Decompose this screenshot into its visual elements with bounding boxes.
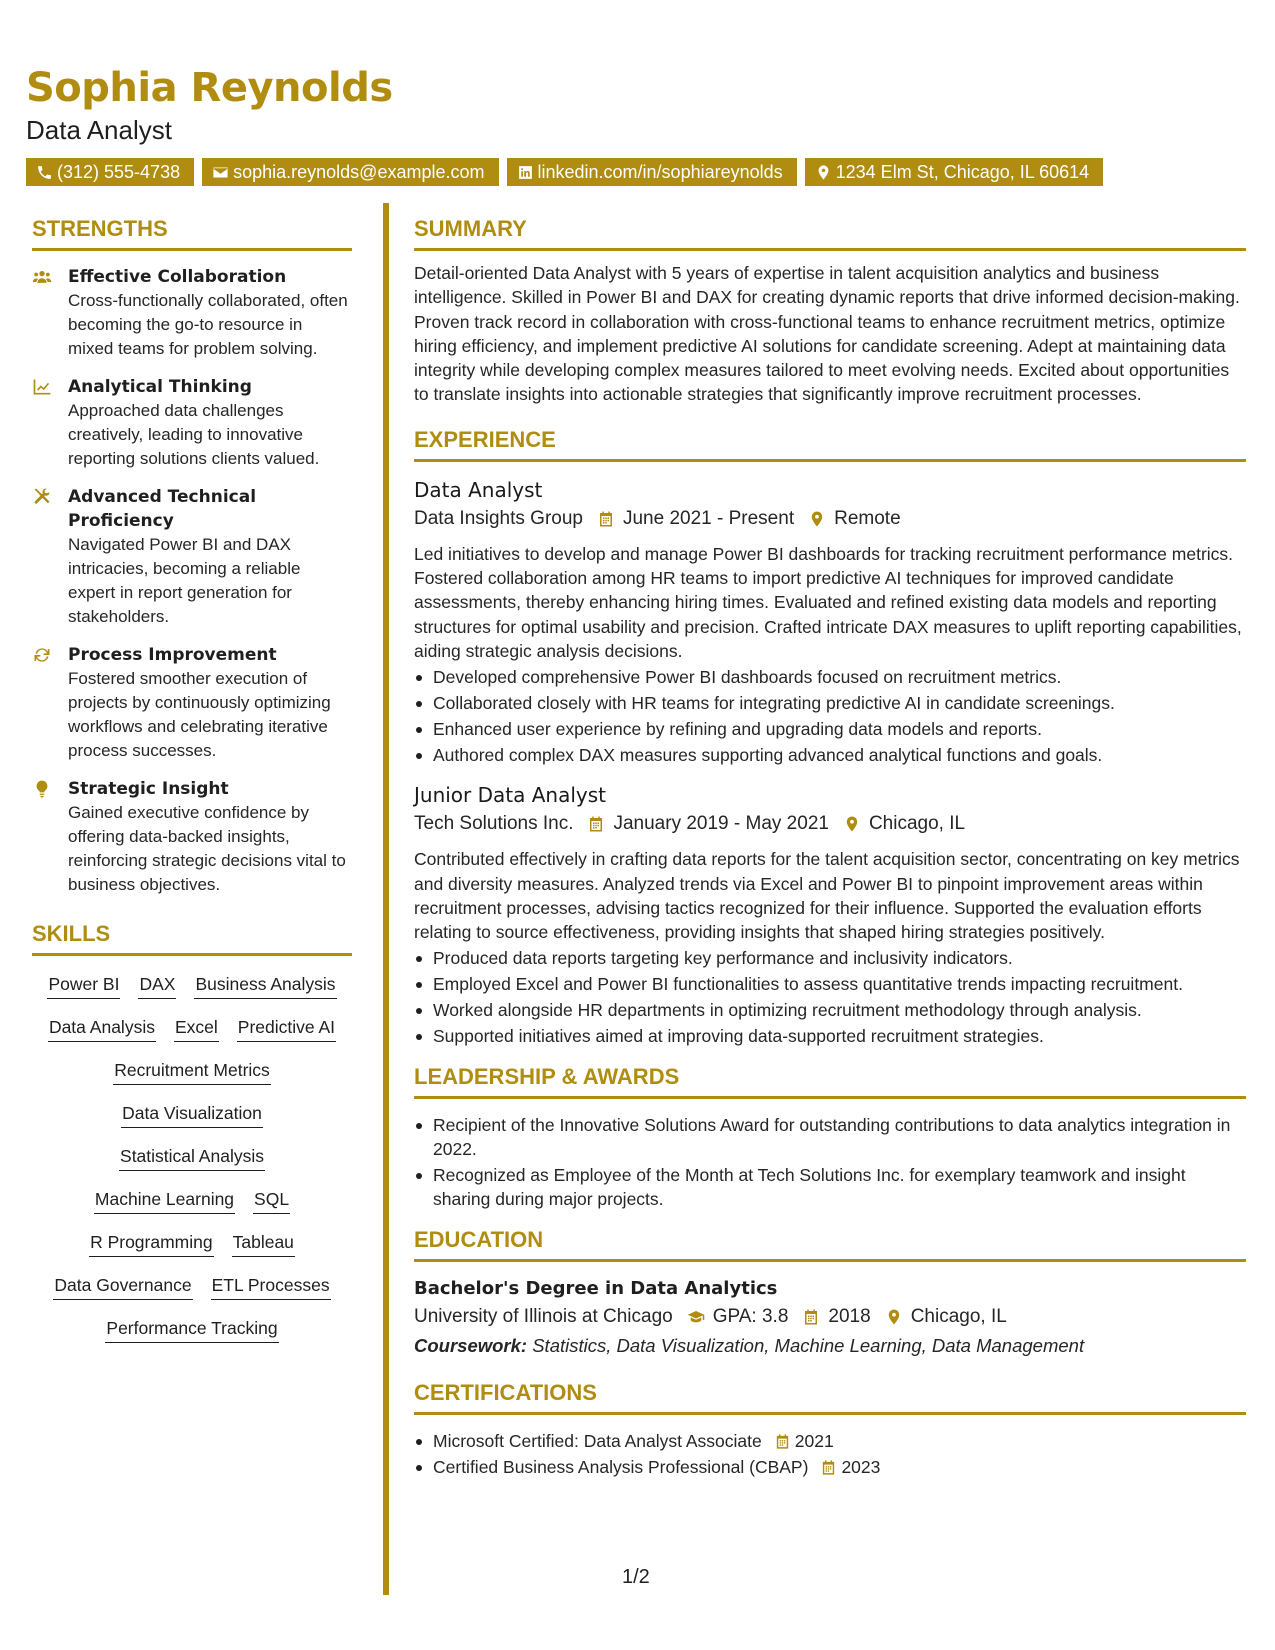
sync-icon	[32, 645, 52, 665]
contact-linkedin[interactable]	[507, 158, 797, 186]
calendar-icon	[774, 1433, 791, 1450]
job-description: Contributed effectively in crafting data reports for the talent acquisition sector, concentrating on key metrics and diversity measures. Analyzed trends via Excel and Power BI to pinpoint improvement areas within recruitment processes, advising tactics recognized for their influence. Supported the evaluation efforts relating to source effectiveness, providing insights that shaped hiring strategies positively.	[414, 849, 1240, 943]
strength-item	[32, 777, 352, 897]
skill-tag: Machine Learning	[94, 1187, 235, 1214]
skills-heading: SKILLS	[32, 919, 352, 956]
summary-text: Detail-oriented Data Analyst with 5 years of expertise in talent acquisition analytics and business intelligence. Skilled in Power BI and DAX for creating dynamic reports that drive informed decision-making. Proven track record in collaboration with cross-functional teams to enhance recruitment metrics, optimize hiring efficiency, and implement predictive AI solutions for candidate screening. Adept at maintaining data integrity while developing complex measures tailored to meet evolving needs. Excited about opportunities to translate insights into actionable strategies that significantly improve recruitment processes.	[414, 263, 1240, 405]
leadership-heading: LEADERSHIP & AWARDS	[414, 1062, 1246, 1099]
linkedin-icon	[517, 164, 534, 181]
skill-tag: ETL Processes	[211, 1273, 331, 1300]
strengths-heading: STRENGTHS	[32, 214, 352, 251]
job-company: Tech Solutions Inc.	[414, 813, 574, 835]
skills-list	[32, 972, 352, 1343]
strength-desc: Cross-functionally collaborated, often becoming the go-to resource in mixed teams for problem solving.	[68, 291, 348, 358]
candidate-role: Data Analyst	[26, 115, 172, 145]
tools-icon	[32, 487, 52, 507]
graduation-year: 2018	[828, 1306, 871, 1328]
skill-tag: R Programming	[89, 1230, 214, 1257]
education-meta	[414, 1302, 1246, 1332]
cert-name: Certified Business Analysis Professional (CBAP)	[433, 1457, 809, 1478]
coursework	[414, 1332, 1246, 1360]
list-item: Collaborated closely with HR teams for integrating predictive AI in candidate screenings.	[414, 691, 1246, 715]
skill-tag: Data Visualization	[121, 1101, 263, 1128]
chart-line-icon	[32, 377, 52, 397]
job-location: Chicago, IL	[868, 813, 966, 835]
lightbulb-icon	[32, 779, 52, 799]
job-entry	[414, 781, 1246, 1048]
job-location: Remote	[834, 507, 901, 529]
job-entry	[414, 476, 1246, 767]
left-column	[32, 214, 352, 1359]
right-column	[414, 214, 1246, 1481]
experience-heading: EXPERIENCE	[414, 425, 1246, 462]
job-dates: June 2021 - Present	[622, 507, 795, 529]
map-marker-icon	[815, 164, 832, 181]
job-company: Data Insights Group	[414, 507, 583, 529]
skill-tag: Tableau	[232, 1230, 295, 1257]
strength-desc: Fostered smoother execution of projects by continuously optimizing workflows and celebrating iterative process successes.	[68, 669, 331, 760]
certifications-heading: CERTIFICATIONS	[414, 1378, 1246, 1415]
list-item	[414, 1455, 1246, 1479]
job-meta	[414, 504, 1246, 534]
phone-text: (312) 555-4738	[57, 162, 181, 182]
job-bullets	[414, 665, 1246, 767]
map-marker-icon	[808, 510, 826, 528]
page-number: 1/2	[622, 1566, 650, 1588]
skill-tag: Data Governance	[53, 1273, 192, 1300]
cert-year: 2021	[794, 1431, 834, 1452]
contact-address	[805, 158, 1104, 186]
strength-desc: Approached data challenges creatively, leading to innovative reporting solutions clients valued.	[68, 401, 320, 468]
strength-title: Process Improvement	[68, 645, 277, 665]
list-item: Employed Excel and Power BI functionalities to assess quantitative trends impacting recruitment.	[414, 972, 1246, 996]
strength-item	[32, 643, 352, 763]
graduation-cap-icon	[687, 1308, 705, 1326]
strength-title: Advanced Technical Proficiency	[68, 487, 257, 531]
skill-tag: Data Analysis	[48, 1015, 156, 1042]
school-name: University of Illinois at Chicago	[414, 1306, 673, 1328]
job-title: Data Analyst	[414, 477, 543, 502]
strength-desc: Navigated Power BI and DAX intricacies, becoming a reliable expert in report generation for stakeholders.	[68, 535, 301, 626]
skill-tag: Statistical Analysis	[119, 1144, 265, 1171]
skill-tag: Power BI	[47, 972, 120, 999]
envelope-icon	[212, 164, 229, 181]
leadership-list	[414, 1113, 1246, 1211]
cert-name: Microsoft Certified: Data Analyst Associate	[433, 1431, 762, 1452]
contact-phone[interactable]	[26, 158, 194, 186]
skill-tag: Performance Tracking	[105, 1316, 278, 1343]
job-bullets	[414, 946, 1246, 1048]
cert-year: 2023	[841, 1457, 881, 1478]
strength-item	[32, 485, 352, 629]
calendar-icon	[587, 815, 605, 833]
address-text: 1234 Elm St, Chicago, IL 60614	[835, 162, 1090, 182]
strength-title: Strategic Insight	[68, 779, 229, 799]
strength-item	[32, 375, 352, 471]
certifications-list	[414, 1429, 1246, 1479]
phone-icon	[36, 164, 53, 181]
linkedin-text: linkedin.com/in/sophiareynolds	[537, 162, 783, 182]
list-item: Authored complex DAX measures supporting advanced analytical functions and goals.	[414, 743, 1246, 767]
coursework-list: Statistics, Data Visualization, Machine Learning, Data Management	[532, 1335, 1085, 1357]
list-item: Worked alongside HR departments in optimizing recruitment methodology through analysis.	[414, 998, 1246, 1022]
map-marker-icon	[843, 815, 861, 833]
job-title: Junior Data Analyst	[414, 783, 607, 808]
list-item	[414, 1429, 1246, 1453]
strength-title: Analytical Thinking	[68, 377, 252, 397]
summary-heading: SUMMARY	[414, 214, 1246, 251]
list-item: Recognized as Employee of the Month at Tech Solutions Inc. for exemplary teamwork and insight sharing during major projects.	[414, 1163, 1246, 1211]
education-heading: EDUCATION	[414, 1225, 1246, 1262]
job-description: Led initiatives to develop and manage Power BI dashboards for tracking recruitment performance metrics. Fostered collaboration among HR teams to import predictive AI techniques for improved candidate assessments, thereby enhancing hiring times. Evaluated and refined existing data models and reporting structures for optimal usability and precision. Crafted intricate DAX measures to uplift reporting capabilities, aiding strategic analysis decisions.	[414, 543, 1242, 661]
list-item: Enhanced user experience by refining and upgrading data models and reports.	[414, 717, 1246, 741]
strength-title: Effective Collaboration	[68, 267, 287, 287]
candidate-name: Sophia Reynolds	[26, 65, 393, 111]
skill-tag: Predictive AI	[237, 1015, 336, 1042]
contact-email[interactable]	[202, 158, 498, 186]
skill-tag: Business Analysis	[194, 972, 336, 999]
contact-bar	[26, 158, 1256, 186]
list-item: Developed comprehensive Power BI dashboards focused on recruitment metrics.	[414, 665, 1246, 689]
skill-tag: SQL	[253, 1187, 290, 1214]
skill-tag: Recruitment Metrics	[113, 1058, 271, 1085]
degree-title: Bachelor's Degree in Data Analytics	[414, 1278, 778, 1300]
calendar-icon	[597, 510, 615, 528]
calendar-icon	[802, 1308, 820, 1326]
school-location: Chicago, IL	[910, 1306, 1007, 1328]
users-icon	[32, 267, 52, 287]
gpa: GPA: 3.8	[712, 1306, 789, 1328]
list-item: Recipient of the Innovative Solutions Award for outstanding contributions to data analytics integration in 2022.	[414, 1113, 1246, 1161]
list-item: Supported initiatives aimed at improving data-supported recruitment strategies.	[414, 1024, 1246, 1048]
map-marker-icon	[885, 1308, 903, 1326]
coursework-label: Coursework:	[414, 1335, 528, 1357]
list-item: Produced data reports targeting key performance and inclusivity indicators.	[414, 946, 1246, 970]
email-text: sophia.reynolds@example.com	[233, 162, 485, 182]
skill-tag: DAX	[138, 972, 176, 999]
job-dates: January 2019 - May 2021	[613, 813, 829, 835]
job-meta	[414, 809, 1246, 839]
strength-desc: Gained executive confidence by offering data-backed insights, reinforcing strategic decisions vital to business objectives.	[68, 803, 346, 894]
column-divider	[383, 203, 389, 1595]
calendar-icon	[820, 1459, 837, 1476]
resume-header	[26, 62, 1256, 186]
strength-item	[32, 265, 352, 361]
skill-tag: Excel	[174, 1015, 219, 1042]
